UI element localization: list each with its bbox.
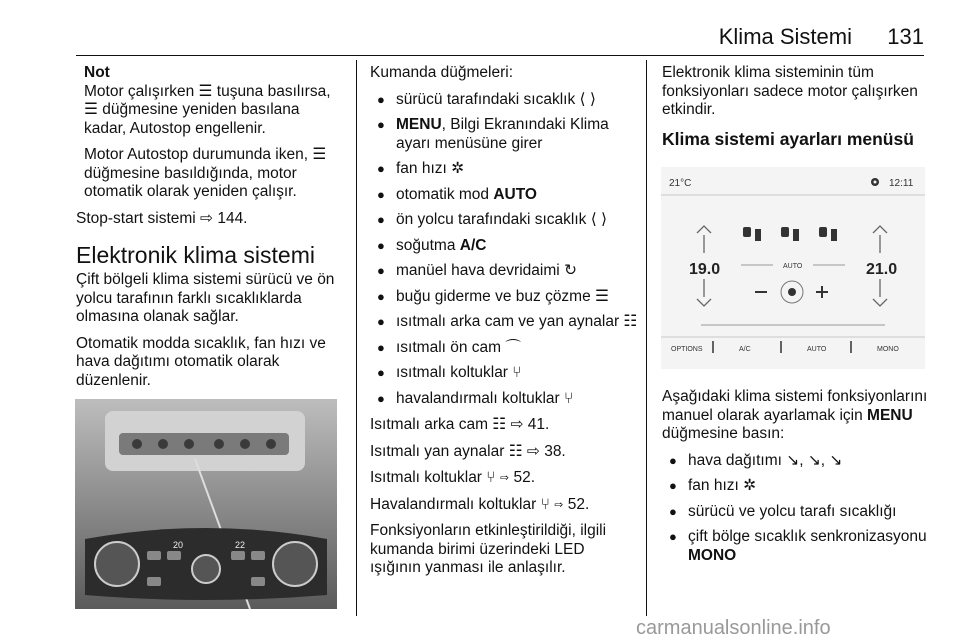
list-item: ● sürücü tarafındaki sıcaklık ⟨ ⟩ <box>370 91 638 110</box>
menu-functions-list <box>662 452 930 566</box>
panel-left-readout: 20 <box>173 540 184 550</box>
softkey-auto: AUTO <box>807 346 827 353</box>
list-item: ● manüel hava devridaimi ↻ <box>370 262 638 281</box>
ref-rear-window: Isıtmalı arka cam ☷ ⇨ 41. <box>370 416 550 433</box>
paragraph-led: Fonksiyonların etkinleştirildiği, ilgili kumanda birimi üzerindeki LED ışığının yanması ile anlaşılır. <box>370 522 607 576</box>
list-item: ● fan hızı ✲ <box>370 160 638 179</box>
screen-left-temp: 19.0 <box>689 261 721 278</box>
menu-heading: Klima sistemi ayarları menüsü <box>662 128 914 149</box>
list-item: ● ısıtmalı ön cam ⌒ <box>370 339 638 358</box>
list-item: ● havalandırmalı koltuklar ⑂ <box>370 390 638 409</box>
column-1 <box>76 64 342 398</box>
cross-reference: Stop-start sistemi ⇨ 144. <box>76 209 248 227</box>
screen-right-temp: 21.0 <box>866 261 898 278</box>
list-item: ● ön yolcu tarafındaki sıcaklık ⟨ ⟩ <box>370 211 638 230</box>
list-item: ● fan hızı ✲ <box>662 477 930 496</box>
list-item: ● soğutma A/C <box>370 237 638 256</box>
page-header <box>0 24 960 56</box>
column-divider-2 <box>646 60 647 616</box>
header-rule <box>76 55 924 56</box>
section-heading: Elektronik klima sistemi <box>76 242 315 268</box>
ref-heated-seats: Isıtmalı koltuklar ⑂ ⇨ 52. <box>370 469 536 486</box>
list-item: ● buğu giderme ve buz çözme ☰ <box>370 288 638 307</box>
list-item: ● MENU, Bilgi Ekranındaki Klima ayarı menüsüne girer <box>370 116 638 153</box>
screen-outside-temp: 21°C <box>669 178 692 189</box>
screen-clock: 12:11 <box>889 178 914 189</box>
note-box <box>76 64 342 202</box>
list-item: ● sürücü ve yolcu tarafı sıcaklığı <box>662 503 930 522</box>
watermark: carmanualsonline.info <box>636 617 831 639</box>
paragraph-engine-running: Elektronik klima sisteminin tüm fonksiyonları sadece motor çalışırken etkindir. <box>662 64 918 118</box>
list-item: ● hava dağıtımı ↘, ↘, ↘ <box>662 452 930 471</box>
note-title: Not <box>84 64 110 81</box>
list-item: ● otomatik mod AUTO <box>370 186 638 205</box>
controls-intro: Kumanda düğmeleri: <box>370 64 514 81</box>
list-item: ● ısıtmalı arka cam ve yan aynalar ☷ <box>370 313 638 332</box>
softkey-options: OPTIONS <box>671 346 703 353</box>
list-item: ● ısıtmalı koltuklar ⑂ <box>370 364 638 383</box>
controls-list <box>370 91 638 409</box>
list-item: ● çift bölge sıcaklık senkronizasyonu MONO <box>662 528 930 565</box>
paragraph-auto-mode: Otomatik modda sıcaklık, fan hızı ve hava dağıtımı otomatik olarak düzenlenir. <box>76 334 326 389</box>
screen-gear-icon <box>871 178 879 186</box>
softkey-mono: MONO <box>877 346 899 353</box>
climate-menu-screen-image <box>661 167 925 369</box>
note-paragraph-2: Motor Autostop durumunda iken, ☰ düğmesine basıldığında, motor otomatik olarak yeniden çalışır. <box>84 146 327 200</box>
paragraph-menu-instructions: Aşağıdaki klima sistemi fonksiyonlarını manuel olarak ayarlamak için MENU düğmesine basın: <box>662 388 928 442</box>
note-paragraph-1: Motor çalışırken ☰ tuşuna basılırsa, ☰ düğmesine yeniden basılana kadar, Autostop engellenir. <box>84 82 331 137</box>
softkey-ac: A/C <box>739 346 751 353</box>
page-number: 131 <box>887 24 924 49</box>
paragraph-dual-zone: Çift bölgeli klima sistemi sürücü ve ön yolcu tarafının farklı sıcaklıklarda olmasına olanak sağlar. <box>76 271 335 325</box>
screen-auto-label: AUTO <box>783 263 803 270</box>
column-divider-1 <box>356 60 357 616</box>
ref-ventilated-seats: Havalandırmalı koltuklar ⑂ ⇨ 52. <box>370 495 590 513</box>
climate-control-panel-photo <box>75 399 337 609</box>
panel-right-readout: 22 <box>235 540 246 550</box>
column-2 <box>370 64 638 586</box>
chapter-title: Klima Sistemi <box>718 24 852 49</box>
ref-side-mirrors: Isıtmalı yan aynalar ☷ ⇨ 38. <box>370 442 566 460</box>
